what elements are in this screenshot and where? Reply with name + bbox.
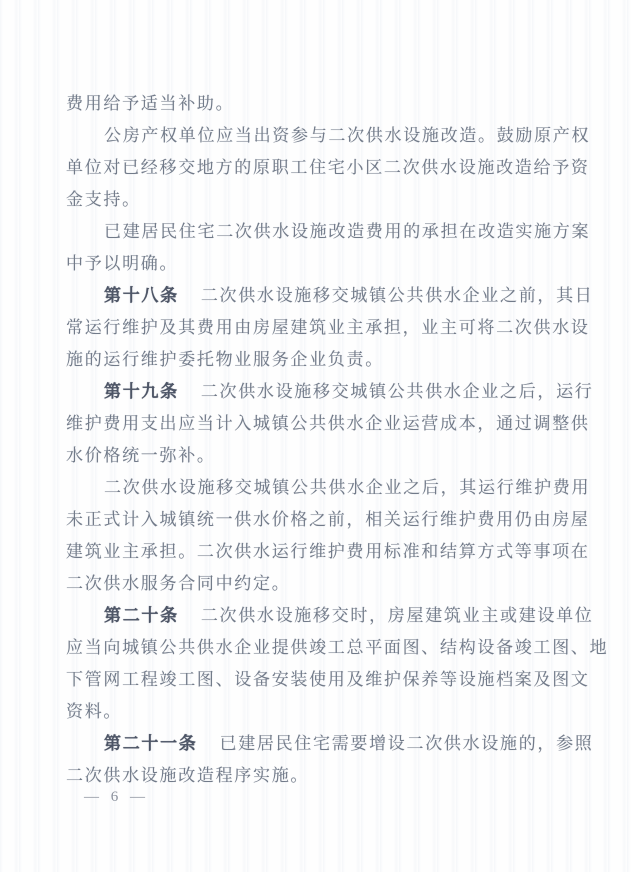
document-line <box>66 760 572 792</box>
line-text: 建筑业主承担。二次供水运行维护费用标准和结算方式等事项在 <box>66 542 590 561</box>
line-text: 水价格统一弥补。 <box>66 446 216 465</box>
document-line <box>66 184 572 216</box>
document-line <box>66 376 594 408</box>
line-text: 二次供水设施移交城镇公共供水企业之后，其运行维护费用 <box>104 478 591 497</box>
line-text: 下管网工程竣工图、设备安装使用及维护保养等设施档案及图文 <box>66 670 590 689</box>
line-text: 二次供水设施移交城镇公共供水企业之前，其日 <box>200 286 594 305</box>
document-body <box>66 88 609 792</box>
document-line <box>66 504 590 536</box>
document-line <box>66 728 594 760</box>
line-text: 资料。 <box>66 702 123 721</box>
document-line <box>66 632 609 664</box>
line-text: 公房产权单位应当出资参与二次供水设施改造。鼓励原产权 <box>104 126 591 145</box>
article-number: 第二十条 <box>104 606 179 625</box>
document-line <box>66 312 590 344</box>
line-text: 单位对已经移交地方的原职工住宅小区二次供水设施改造给予资 <box>66 158 590 177</box>
article-number: 第十八条 <box>104 286 179 305</box>
page-number: — 6 — <box>84 789 149 805</box>
line-text: 二次供水设施移交城镇公共供水企业之后，运行 <box>200 382 594 401</box>
document-line <box>66 696 572 728</box>
document-line <box>66 280 594 312</box>
line-text: 应当向城镇公共供水企业提供竣工总平面图、结构设备竣工图、地 <box>66 638 609 657</box>
document-line <box>66 344 572 376</box>
article-number: 第二十一条 <box>104 734 198 753</box>
line-text: 施的运行维护委托物业服务企业负责。 <box>66 350 384 369</box>
line-text: 已建居民住宅需要增设二次供水设施的，参照 <box>219 734 594 753</box>
document-line <box>66 568 572 600</box>
line-text: 二次供水服务合同中约定。 <box>66 574 291 593</box>
line-text: 已建居民住宅二次供水设施改造费用的承担在改造实施方案 <box>104 222 591 241</box>
document-line <box>66 88 572 120</box>
document-line <box>66 664 590 696</box>
line-text: 常运行维护及其费用由房屋建筑业主承担，业主可将二次供水设 <box>66 318 590 337</box>
line-text: 费用给予适当补助。 <box>66 94 235 113</box>
document-line <box>66 536 590 568</box>
document-line <box>66 216 591 248</box>
document-line <box>66 472 591 504</box>
line-text: 维护费用支出应当计入城镇公共供水企业运营成本，通过调整供 <box>66 414 590 433</box>
document-line <box>66 152 590 184</box>
line-text: 二次供水设施移交时，房屋建筑业主或建设单位 <box>200 606 594 625</box>
line-text: 未正式计入城镇统一供水价格之前，相关运行维护费用仍由房屋 <box>66 510 590 529</box>
document-line <box>66 440 572 472</box>
line-text: 金支持。 <box>66 190 141 209</box>
line-text: 二次供水设施改造程序实施。 <box>66 766 310 785</box>
document-line <box>66 600 594 632</box>
document-line <box>66 248 572 280</box>
article-number: 第十九条 <box>104 382 179 401</box>
document-line <box>66 120 591 152</box>
line-text: 中予以明确。 <box>66 254 179 273</box>
document-line <box>66 408 590 440</box>
